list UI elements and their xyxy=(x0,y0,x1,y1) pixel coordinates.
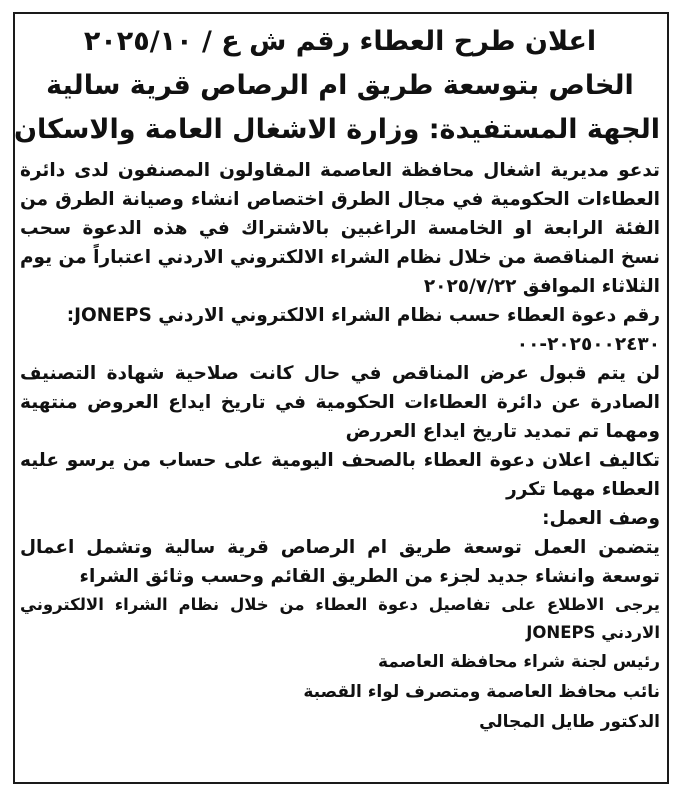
joneps-note: يرجى الاطلاع على تفاصيل دعوة العطاء من خلال نظام الشراء الالكتروني الاردني JONEPS xyxy=(20,595,660,642)
intro-paragraph: تدعو مديرية اشغال محافظة العاصمة المقاولون المصنفون لدى دائرة العطاءات الحكومية في مجال الطرق اختصاص انشاء وصيانة الطرق من الفئة الرابعة او الخامسة الراغبين بالاشتراك في هذه الدعوة سحب نسخ المناقصة من خلال نظام الشراء الالكتروني الاردني اعتباراً من يوم الثلاثاء الموافق ٢٠٢٥/٧/٢٢ xyxy=(20,160,660,297)
project-title: الخاص بتوسعة طريق ام الرصاص قرية سالية xyxy=(46,70,634,101)
tender-announcement xyxy=(13,20,660,780)
signature-line-2: نائب محافظ العاصمة ومتصرف لواء القصبة xyxy=(303,682,660,702)
signature-line-1: رئيس لجنة شراء محافظة العاصمة xyxy=(378,652,660,672)
tender-number-label: رقم دعوة العطاء حسب نظام الشراء الالكتروني الاردني JONEPS: xyxy=(66,305,660,326)
costs-paragraph: تكاليف اعلان دعوة العطاء بالصحف اليومية على حساب من يرسو عليه العطاء مهما تكرر xyxy=(20,450,660,500)
signature-line-3: الدكتور طايل المجالي xyxy=(479,712,660,732)
description-paragraph: يتضمن العمل توسعة طريق ام الرصاص قرية سالية وتشمل اعمال توسعة وانشاء جديد لجزء من الطريق القائم وحسب وثائق الشراء xyxy=(20,537,660,587)
classification-paragraph: لن يتم قبول عرض المناقص في حال كانت صلاحية شهادة التصنيف الصادرة عن دائرة العطاءات الحكومية في تاريخ ايداع العروض منتهية ومهما تم تمديد تاريخ ايداع العررض xyxy=(20,363,660,442)
announcement-title: اعلان طرح العطاء رقم ش ع / ٢٠٢٥/١٠ xyxy=(83,26,597,57)
tender-number: ٢٠٢٥٠٠٢٤٣٠-٠٠ xyxy=(516,334,660,355)
signature-block xyxy=(20,647,660,737)
beneficiary-line: الجهة المستفيدة: وزارة الاشغال العامة والاسكان xyxy=(13,114,660,145)
description-label: وصف العمل: xyxy=(542,508,660,529)
